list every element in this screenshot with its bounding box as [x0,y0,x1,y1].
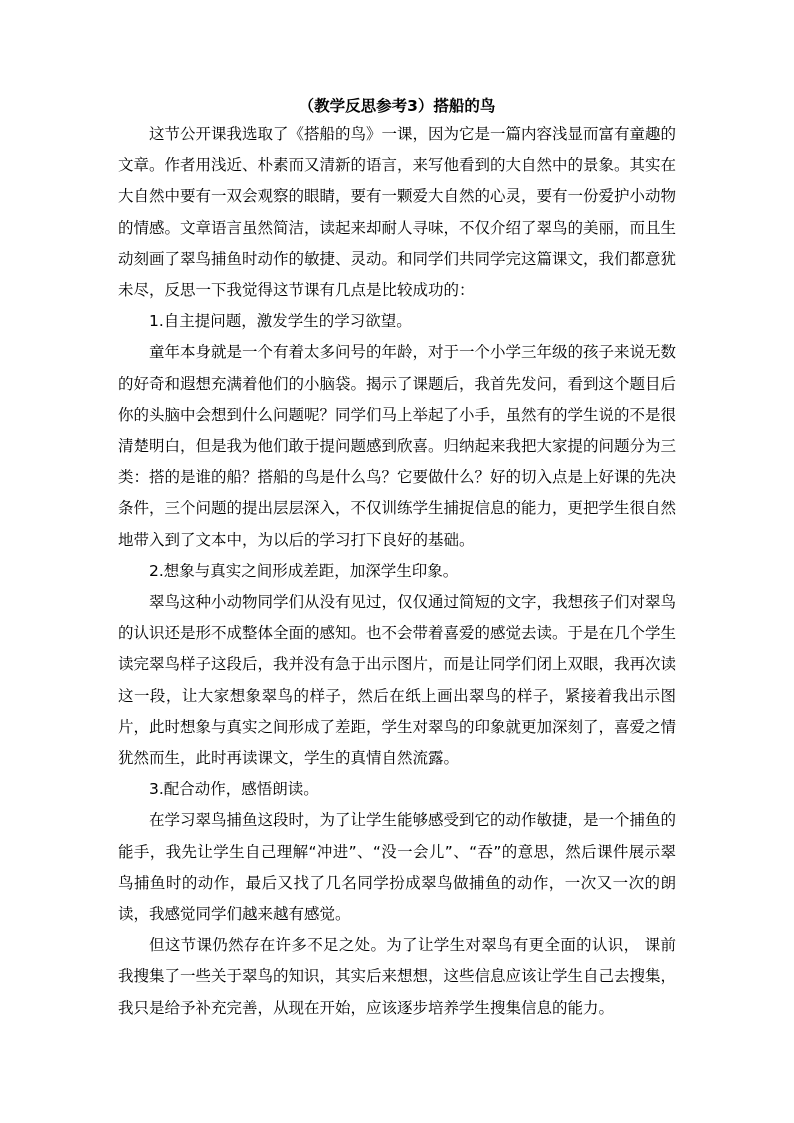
intro-paragraph: 这节公开课我选取了《搭船的鸟》一课，因为它是一篇内容浅显而富有童趣的文章。作者用浅近、朴素而又清新的语言，来写他看到的大自然中的景象。其实在大自然中要有一双会观察的眼睛，要有一颗爱大自然的心灵，要有一份爱护小动物的情感。文章语言虽然简洁，读起来却耐人寻味，不仅介绍了翠鸟的美丽，而且生动刻画了翠鸟捕鱼时动作的敏捷、灵动。和同学们共同学完这篇课文，我们都意犹未尽，反思一下我觉得这节课有几点是比较成功的： [118,125,677,300]
document-body [118,93,676,1024]
page-title: （教学反思参考3）搭船的鸟 [298,97,496,115]
point-1-heading: 1.自主提问题，激发学生的学习欲望。 [149,312,412,331]
point-2-paragraph: 翠鸟这种小动物同学们从没有见过，仅仅通过简短的文字，我想孩子们对翠鸟的认识还是形不成整体全面的感知。也不会带着喜爱的感觉去读。于是在几个学生读完翠鸟样子这段后，我并没有急于出示图片，而是让同学们闭上双眼，我再次读这一段，让大家想象翠鸟的样子，然后在纸上画出翠鸟的样子，紧接着我出示图片，此时想象与真实之间形成了差距，学生对翠鸟的印象就更加深刻了，喜爱之情犹然而生，此时再读课文，学生的真情自然流露。 [118,593,677,768]
point-3-paragraph: 在学习翠鸟捕鱼这段时，为了让学生能够感受到它的动作敏捷，是一个捕鱼的能手，我先让学生自己理解“冲进”、“没一会儿”、“吞”的意思，然后课件展示翠鸟捕鱼时的动作，最后又找了几名同学扮成翠鸟做捕鱼的动作，一次又一次的朗读，我感觉同学们越来越有感觉。 [118,811,677,924]
shortcomings-paragraph: 但这节课仍然存在许多不足之处。为了让学生对翠鸟有更全面的认识， 课前我搜集了一些关于翠鸟的知识，其实后来想想，这些信息应该让学生自己去搜集，我只是给予补充完善，从现在开始，应该逐步培养学生搜集信息的能力。 [118,936,677,1017]
point-3-heading: 3.配合动作，感悟朗读。 [149,780,319,799]
point-1-paragraph: 童年本身就是一个有着太多问号的年龄，对于一个小学三年级的孩子来说无数的好奇和遐想充满着他们的小脑袋。揭示了课题后，我首先发问，看到这个题目后你的头脑中会想到什么问题呢？同学们马上举起了小手，虽然有的学生说的不是很清楚明白，但是我为他们敢于提问题感到欣喜。归纳起来我把大家提的问题分为三类：搭的是谁的船？搭船的鸟是什么鸟？它要做什么？好的切入点是上好课的先决条件，三个问题的提出层层深入，不仅训练学生捕捉信息的能力，更把学生很自然地带入到了文本中，为以后的学习打下良好的基础。 [118,343,677,549]
point-2-heading: 2.想象与真实之间形成差距，加深学生印象。 [149,561,459,580]
